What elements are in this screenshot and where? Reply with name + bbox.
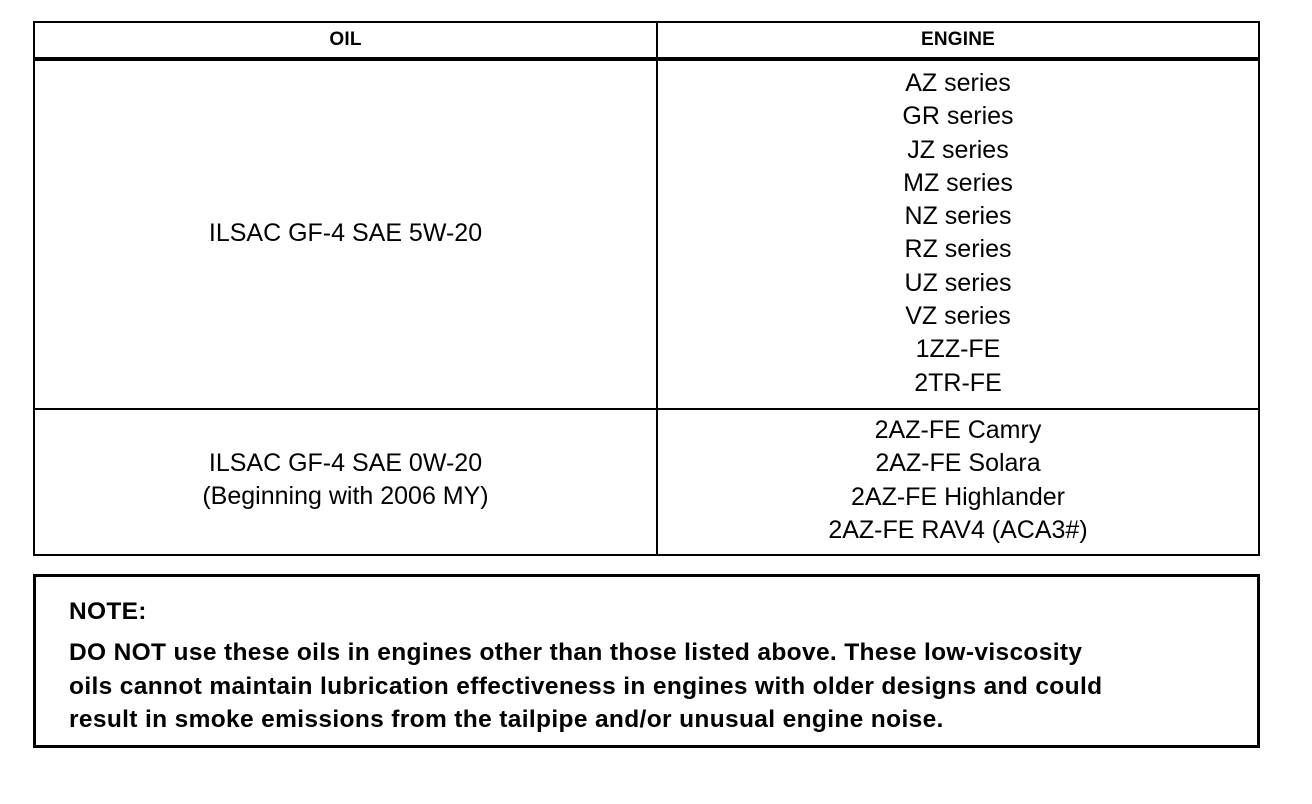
engine-item: MZ series [903, 168, 1013, 197]
note-title: NOTE: [69, 598, 147, 625]
header-engine: ENGINE [920, 29, 996, 50]
engine-item: 2AZ-FE Camry [874, 416, 1042, 444]
oil-cell [35, 61, 658, 408]
engine-item: 2AZ-FE Solara [875, 449, 1041, 478]
engine-item: 1ZZ-FE [915, 335, 1001, 364]
engine-item: JZ series [907, 135, 1009, 164]
table-row [35, 410, 1258, 556]
table-row [35, 61, 1258, 410]
engine-cell [658, 61, 1258, 408]
engine-cell [658, 410, 1258, 556]
oil-spec-text: ILSAC GF-4 SAE 0W-20 [208, 448, 483, 477]
engine-item: GR series [902, 102, 1014, 131]
note-text-line: result in smoke emissions from the tailpipe and/or unusual engine noise. [69, 706, 944, 733]
oil-engine-table [33, 21, 1260, 556]
engine-item: NZ series [904, 202, 1012, 231]
note-text-line: oils cannot maintain lubrication effectiveness in engines with older designs and could [69, 672, 1103, 700]
engine-item: VZ series [905, 302, 1011, 331]
engine-item: 2AZ-FE Highlander [851, 482, 1065, 511]
oil-spec-note: (Beginning with 2006 MY) [202, 482, 489, 510]
engine-item: AZ series [905, 69, 1011, 97]
oil-cell [35, 410, 658, 556]
engine-item: UZ series [904, 268, 1012, 297]
header-oil: OIL [35, 23, 658, 57]
note-box [33, 574, 1260, 748]
oil-spec-text: ILSAC GF-4 SAE 5W-20 [208, 218, 483, 247]
note-text-line: DO NOT use these oils in engines other than those listed above. These low-viscosity [69, 639, 1083, 666]
table-header-row [35, 23, 1258, 61]
engine-item: RZ series [904, 235, 1012, 264]
engine-item: 2AZ-FE RAV4 (ACA3#) [828, 515, 1088, 544]
engine-item: 2TR-FE [914, 368, 1002, 397]
